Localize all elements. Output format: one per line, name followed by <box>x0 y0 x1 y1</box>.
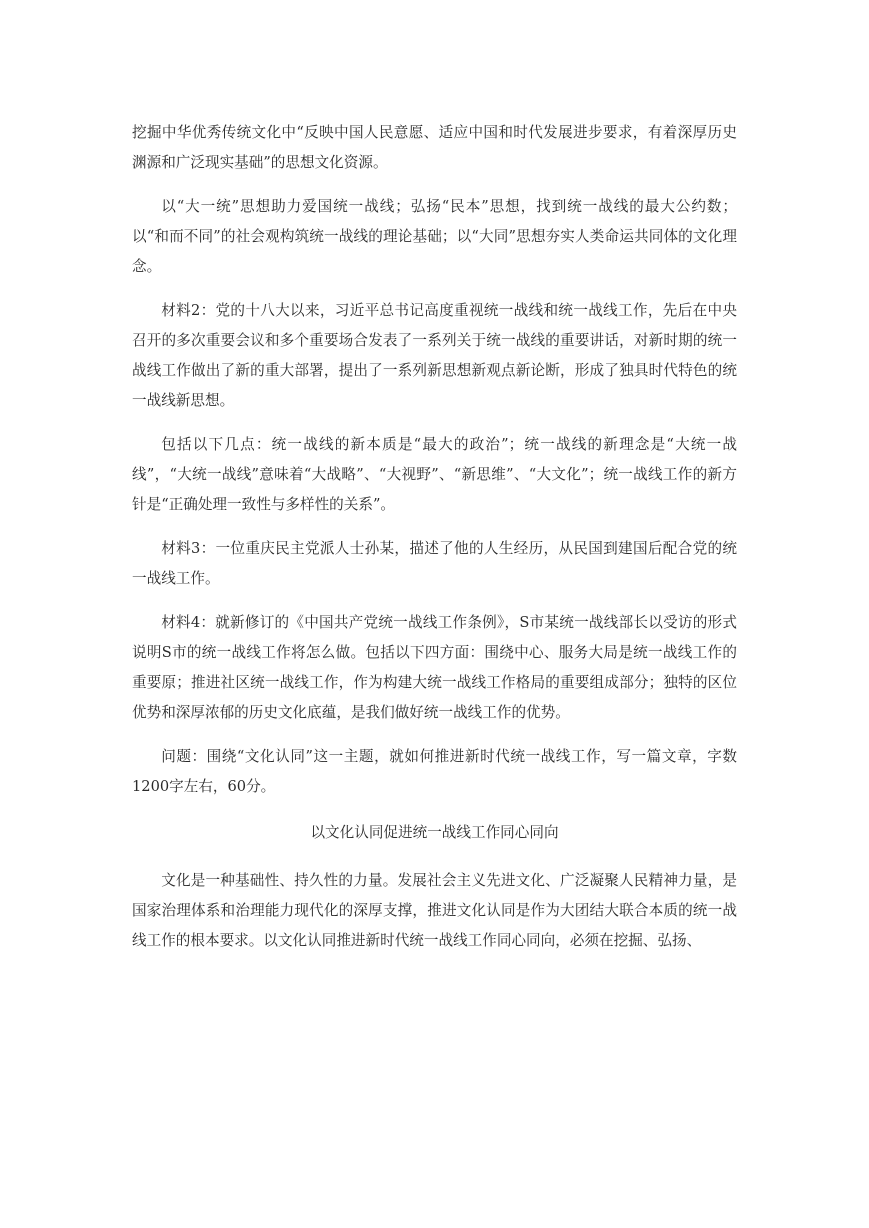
paragraph-question: 问题：围绕“文化认同”这一主题，就如何推进新时代统一战线工作，写一篇文章，字数1200字左右，60分。 <box>132 748 737 795</box>
document-page <box>132 118 737 970</box>
paragraph-material-4: 材料4：就新修订的《中国共产党统一战线工作条例》，S市某统一战线部长以受访的形式说明S市的统一战线工作将怎么做。包括以下四方面：围绕中心、服务大局是统一战线工作的重要原；推进社区统一战线工作，作为构建大统一战线工作格局的重要组成部分；独特的区位优势和深厚浓郁的历史文化底蕴，是我们做好统一战线工作的优势。 <box>132 614 737 721</box>
essay-paragraph: 文化是一种基础性、持久性的力量。发展社会主义先进文化、广泛凝聚人民精神力量，是国家治理体系和治理能力现代化的深厚支撑，推进文化认同是作为大团结大联合本质的统一战线工作的根本要求。以文化认同推进新时代统一战线工作同心同向，必须在挖掘、弘扬、 <box>132 872 737 949</box>
paragraph-material-2: 材料2：党的十八大以来，习近平总书记高度重视统一战线和统一战线工作，先后在中央召开的多次重要会议和多个重要场合发表了一系列关于统一战线的重要讲话，对新时期的统一战线工作做出了新的重大部署，提出了一系列新思想新观点新论断，形成了独具时代特色的统一战线新思想。 <box>132 302 737 409</box>
paragraph-material-3: 材料3：一位重庆民主党派人士孙某，描述了他的人生经历，从民国到建国后配合党的统一战线工作。 <box>132 540 737 587</box>
essay-title: 以文化认同促进统一战线工作同心同向 <box>310 824 559 841</box>
paragraph-key-points: 包括以下几点：统一战线的新本质是“最大的政治”；统一战线的新理念是“大统一战线”，“大统一战线”意味着“大战略”、“大视野”、“新思维”、“大文化”；统一战线工作的新方针是“正确处理一致性与多样性的关系”。 <box>132 436 737 513</box>
paragraph-continuation: 挖掘中华优秀传统文化中“反映中国人民意愿、适应中国和时代发展进步要求，有着深厚历史渊源和广泛现实基础”的思想文化资源。 <box>132 124 737 171</box>
paragraph-ideas: 以“大一统”思想助力爱国统一战线；弘扬“民本”思想，找到统一战线的最大公约数；以“和而不同”的社会观构筑统一战线的理论基础；以“大同”思想夯实人类命运共同体的文化理念。 <box>132 198 737 275</box>
